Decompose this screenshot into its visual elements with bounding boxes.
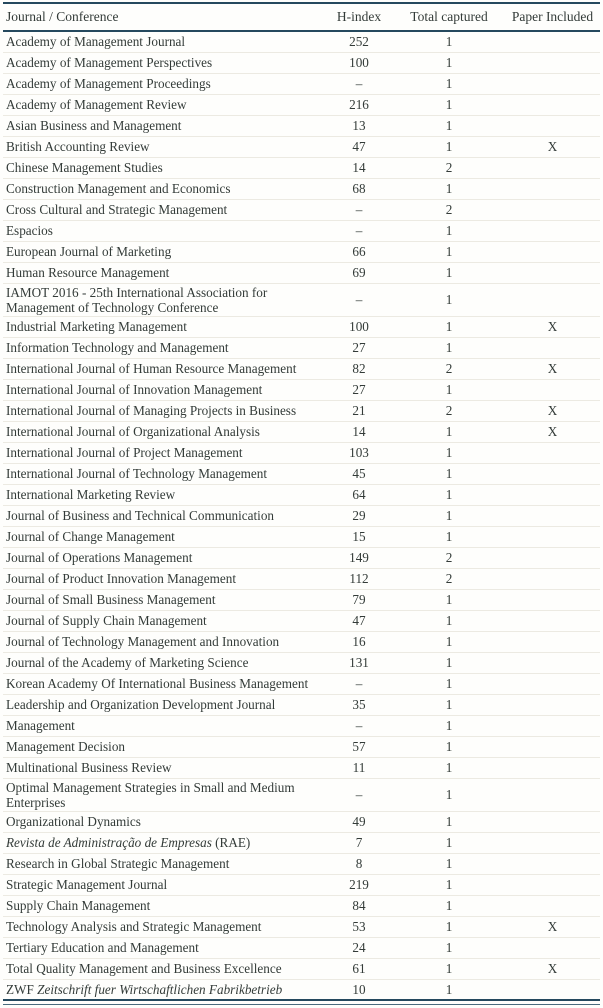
journal-name: Journal of Technology Management and Innovation: [6, 634, 280, 649]
journal-cell: [3, 241, 325, 262]
paper-included-cell: [505, 505, 600, 526]
total-captured-cell: 1: [393, 589, 505, 610]
total-captured-cell: 1: [393, 778, 505, 811]
total-captured-cell: 1: [393, 136, 505, 157]
total-captured-cell: 1: [393, 853, 505, 874]
total-captured-cell: 1: [393, 337, 505, 358]
table-row: [3, 421, 600, 442]
h-index-cell: 27: [325, 379, 393, 400]
table-row: [3, 979, 600, 1000]
h-index-cell: 15: [325, 526, 393, 547]
journal-name-italic: Revista de Administração de Empresas: [6, 835, 212, 850]
total-captured-cell: 2: [393, 400, 505, 421]
table-row: [3, 895, 600, 916]
journal-name: Espacios: [6, 223, 53, 238]
journal-name: Journal of Business and Technical Communication: [6, 508, 275, 523]
total-captured-cell: 1: [393, 484, 505, 505]
total-captured-cell: 2: [393, 568, 505, 589]
table-row: [3, 358, 600, 379]
journal-name: International Journal of Innovation Management: [6, 382, 263, 397]
paper-included-cell: X: [505, 316, 600, 337]
total-captured-cell: 1: [393, 178, 505, 199]
journal-cell: [3, 979, 325, 1000]
h-index-cell: 84: [325, 895, 393, 916]
paper-included-cell: [505, 736, 600, 757]
journal-name: Academy of Management Review: [6, 97, 187, 112]
paper-included-cell: X: [505, 916, 600, 937]
h-index-cell: 47: [325, 136, 393, 157]
table-row: [3, 757, 600, 778]
table-row: [3, 505, 600, 526]
total-captured-cell: 1: [393, 52, 505, 73]
table-row: [3, 631, 600, 652]
h-index-cell: 149: [325, 547, 393, 568]
h-index-cell: 79: [325, 589, 393, 610]
total-captured-cell: 1: [393, 631, 505, 652]
total-captured-cell: 2: [393, 547, 505, 568]
table-header: [3, 3, 600, 31]
paper-included-cell: [505, 895, 600, 916]
table-row: [3, 31, 600, 52]
paper-included-cell: [505, 115, 600, 136]
table-row: [3, 811, 600, 832]
total-captured-cell: 1: [393, 73, 505, 94]
journal-cell: [3, 220, 325, 241]
table-row: [3, 673, 600, 694]
table-row: [3, 463, 600, 484]
paper-included-cell: [505, 52, 600, 73]
journal-cell: [3, 937, 325, 958]
journal-cell: [3, 31, 325, 52]
h-index-cell: 11: [325, 757, 393, 778]
journal-cell: [3, 958, 325, 979]
table-row: [3, 379, 600, 400]
journal-cell: [3, 484, 325, 505]
h-index-cell: 131: [325, 652, 393, 673]
journal-cell: [3, 178, 325, 199]
table-row: [3, 958, 600, 979]
h-index-cell: 49: [325, 811, 393, 832]
h-index-cell: 68: [325, 178, 393, 199]
h-index-cell: –: [325, 673, 393, 694]
table-row: [3, 874, 600, 895]
journal-cell: [3, 283, 325, 316]
paper-included-cell: [505, 631, 600, 652]
journal-name: Academy of Management Journal: [6, 34, 186, 50]
journal-cell: [3, 526, 325, 547]
table-row: [3, 262, 600, 283]
h-index-cell: –: [325, 73, 393, 94]
paper-included-cell: [505, 199, 600, 220]
journal-name: Tertiary Education and Management: [6, 940, 199, 955]
journal-name: Management Decision: [6, 739, 126, 754]
total-captured-cell: 1: [393, 757, 505, 778]
total-captured-cell: 1: [393, 811, 505, 832]
paper-included-cell: X: [505, 400, 600, 421]
paper-included-cell: [505, 31, 600, 52]
journal-name: Journal of Product Innovation Management: [6, 571, 236, 586]
journal-name: Leadership and Organization Development Journal: [6, 697, 276, 712]
total-captured-cell: 1: [393, 262, 505, 283]
table-row: [3, 568, 600, 589]
h-index-cell: 13: [325, 115, 393, 136]
journal-name: Supply Chain Management: [6, 898, 151, 913]
journal-cell: [3, 589, 325, 610]
total-captured-cell: 1: [393, 115, 505, 136]
journal-name: Journal of Change Management: [6, 529, 175, 544]
table-row: [3, 715, 600, 736]
table-row: [3, 484, 600, 505]
h-index-cell: 216: [325, 94, 393, 115]
journal-cell: [3, 547, 325, 568]
paper-included-cell: [505, 283, 600, 316]
journal-cell: [3, 337, 325, 358]
table-row: [3, 178, 600, 199]
table-row: [3, 157, 600, 178]
table-row: [3, 589, 600, 610]
journal-cell: [3, 73, 325, 94]
table-row: [3, 199, 600, 220]
journal-cell: [3, 115, 325, 136]
journal-cell: [3, 442, 325, 463]
total-captured-cell: 1: [393, 241, 505, 262]
total-captured-cell: 1: [393, 463, 505, 484]
journal-name: Industrial Marketing Management: [6, 319, 187, 334]
total-captured-cell: 1: [393, 874, 505, 895]
journal-cell: [3, 358, 325, 379]
total-captured-cell: 1: [393, 673, 505, 694]
total-captured-cell: 1: [393, 916, 505, 937]
h-index-cell: 14: [325, 157, 393, 178]
paper-included-cell: [505, 262, 600, 283]
table-row: [3, 73, 600, 94]
paper-included-cell: X: [505, 136, 600, 157]
journal-name: European Journal of Marketing: [6, 244, 172, 259]
total-captured-cell: 1: [393, 316, 505, 337]
table-row: [3, 241, 600, 262]
h-index-cell: 100: [325, 316, 393, 337]
h-index-cell: 82: [325, 358, 393, 379]
paper-included-cell: [505, 757, 600, 778]
h-index-cell: 10: [352, 981, 366, 997]
journal-cell: [3, 316, 325, 337]
h-index-cell: 112: [325, 568, 393, 589]
journal-name: Asian Business and Management: [6, 118, 182, 133]
journal-cell: [3, 52, 325, 73]
paper-included-cell: [505, 94, 600, 115]
h-index-cell: –: [325, 199, 393, 220]
journal-conference-table: [3, 2, 600, 1001]
bottom-double-rule: [3, 1004, 600, 1005]
journal-name: International Journal of Technology Management: [6, 466, 268, 481]
paper-included-cell: [505, 853, 600, 874]
total-captured-cell: 1: [393, 283, 505, 316]
journal-name: IAMOT 2016 - 25th International Association for Management of Technology Conference: [6, 284, 268, 315]
paper-included-cell: [505, 610, 600, 631]
paper-included-cell: X: [505, 958, 600, 979]
table-row: [3, 52, 600, 73]
journal-cell: [3, 631, 325, 652]
total-captured-cell: 2: [393, 199, 505, 220]
paper-included-cell: [505, 832, 600, 853]
h-index-cell: 61: [325, 958, 393, 979]
journal-cell: [3, 568, 325, 589]
total-captured-cell: 1: [393, 31, 505, 52]
total-captured-cell: 1: [393, 94, 505, 115]
h-index-cell: 100: [325, 52, 393, 73]
h-index-cell: 21: [325, 400, 393, 421]
paper-included-cell: [505, 220, 600, 241]
total-captured-cell: 1: [393, 442, 505, 463]
table-row: [3, 94, 600, 115]
h-index-cell: 69: [325, 262, 393, 283]
paper-included-cell: [505, 73, 600, 94]
table-row: [3, 652, 600, 673]
h-index-cell: 7: [325, 832, 393, 853]
table-row: [3, 736, 600, 757]
table-row: [3, 937, 600, 958]
total-captured-cell: 1: [393, 652, 505, 673]
journal-name: (RAE): [211, 835, 251, 850]
paper-included-cell: [505, 484, 600, 505]
table-row: [3, 115, 600, 136]
h-index-cell: 8: [325, 853, 393, 874]
journal-cell: [3, 832, 325, 853]
paper-included-cell: [505, 463, 600, 484]
journal-name: Journal of Small Business Management: [6, 592, 216, 607]
table-row: [3, 832, 600, 853]
paper-included-cell: [505, 715, 600, 736]
h-index-cell: 47: [325, 610, 393, 631]
journal-name: Organizational Dynamics: [6, 814, 141, 829]
journal-name: Human Resource Management: [6, 265, 170, 280]
h-index-cell: –: [325, 778, 393, 811]
h-index-cell: 14: [325, 421, 393, 442]
journal-name: Multinational Business Review: [6, 760, 172, 775]
journal-name: British Accounting Review: [6, 139, 150, 154]
h-index-cell: –: [325, 283, 393, 316]
total-captured-cell: 1: [393, 421, 505, 442]
h-index-cell: 45: [325, 463, 393, 484]
journal-cell: [3, 778, 325, 811]
journal-name: International Journal of Project Management: [6, 445, 243, 460]
journal-name: Academy of Management Proceedings: [6, 76, 211, 91]
paper-included-cell: [505, 526, 600, 547]
journal-cell: [3, 757, 325, 778]
journal-cell: [3, 811, 325, 832]
journal-name: Chinese Management Studies: [6, 160, 163, 175]
journal-cell: [3, 421, 325, 442]
total-captured-cell: 1: [393, 895, 505, 916]
table-row: [3, 400, 600, 421]
paper-included-cell: [505, 178, 600, 199]
journal-name-italic: Zeitschrift fuer Wirtschaftlichen Fabrikbetrieb: [37, 981, 283, 997]
table-row: [3, 778, 600, 811]
h-index-cell: 219: [325, 874, 393, 895]
table-row: [3, 547, 600, 568]
h-index-cell: 24: [325, 937, 393, 958]
journal-cell: [3, 136, 325, 157]
journal-cell: [3, 199, 325, 220]
journal-name: Cross Cultural and Strategic Management: [6, 202, 228, 217]
table-row: [3, 610, 600, 631]
journal-cell: [3, 715, 325, 736]
h-index-cell: 16: [325, 631, 393, 652]
journal-name: Academy of Management Perspectives: [6, 55, 213, 70]
journal-name: Journal of Operations Management: [6, 550, 193, 565]
h-index-cell: 103: [325, 442, 393, 463]
h-index-cell: 27: [325, 337, 393, 358]
h-index-cell: 29: [325, 505, 393, 526]
total-captured-cell: 1: [445, 981, 453, 997]
h-index-cell: 252: [325, 31, 393, 52]
paper-included-cell: [505, 778, 600, 811]
paper-included-cell: [505, 157, 600, 178]
paper-included-cell: [505, 673, 600, 694]
paper-included-cell: [505, 874, 600, 895]
journal-cell: [3, 874, 325, 895]
journal-cell: [3, 463, 325, 484]
column-header-h-index: H-index: [325, 3, 393, 31]
journal-name: Korean Academy Of International Business Management: [6, 676, 309, 691]
column-header-total-captured: Total captured: [393, 3, 505, 31]
paper-included-cell: [505, 379, 600, 400]
journal-name: International Journal of Human Resource Management: [6, 361, 297, 376]
paper-included-cell: [505, 337, 600, 358]
journal-name: International Journal of Organizational Analysis: [6, 424, 260, 439]
total-captured-cell: 1: [393, 505, 505, 526]
paper-included-cell: X: [505, 421, 600, 442]
total-captured-cell: 1: [393, 526, 505, 547]
journal-cell: [3, 916, 325, 937]
h-index-cell: 35: [325, 694, 393, 715]
column-header-journal-conference: Journal / Conference: [3, 3, 325, 31]
total-captured-cell: 1: [393, 379, 505, 400]
table-row: [3, 283, 600, 316]
table-row: [3, 853, 600, 874]
journal-cell: [3, 736, 325, 757]
journal-cell: [3, 652, 325, 673]
journal-cell: [3, 379, 325, 400]
total-captured-cell: 2: [393, 157, 505, 178]
table-row: [3, 136, 600, 157]
paper-included-cell: [505, 241, 600, 262]
journal-name: Research in Global Strategic Management: [6, 856, 230, 871]
table-row: [3, 442, 600, 463]
h-index-cell: 66: [325, 241, 393, 262]
total-captured-cell: 1: [393, 610, 505, 631]
table-body: [3, 31, 600, 1000]
paper-included-cell: [505, 979, 600, 1000]
total-captured-cell: 1: [393, 937, 505, 958]
journal-name: Technology Analysis and Strategic Management: [6, 919, 262, 934]
journal-cell: [3, 400, 325, 421]
journal-cell: [3, 262, 325, 283]
paper-included-cell: [505, 811, 600, 832]
paper-included-cell: [505, 589, 600, 610]
journal-name: Journal of Supply Chain Management: [6, 613, 207, 628]
total-captured-cell: 1: [393, 958, 505, 979]
journal-name: International Marketing Review: [6, 487, 176, 502]
paper-included-cell: [505, 694, 600, 715]
journal-name: Construction Management and Economics: [6, 181, 231, 196]
journal-cell: [3, 895, 325, 916]
h-index-cell: 57: [325, 736, 393, 757]
journal-cell: [3, 853, 325, 874]
total-captured-cell: 1: [393, 715, 505, 736]
column-header-paper-included: Paper Included: [505, 3, 600, 31]
paper-included-cell: [505, 442, 600, 463]
h-index-cell: –: [325, 715, 393, 736]
total-captured-cell: 1: [393, 694, 505, 715]
total-captured-cell: 2: [393, 358, 505, 379]
total-captured-cell: 1: [393, 736, 505, 757]
journal-cell: [3, 94, 325, 115]
h-index-cell: 53: [325, 916, 393, 937]
total-captured-cell: 1: [393, 832, 505, 853]
journal-cell: [3, 694, 325, 715]
journal-name: Optimal Management Strategies in Small and Medium Enterprises: [6, 779, 295, 810]
journal-name: Strategic Management Journal: [6, 877, 168, 892]
table-row: [3, 694, 600, 715]
table-row: [3, 526, 600, 547]
paper-included-cell: [505, 547, 600, 568]
journal-name: Total Quality Management and Business Excellence: [6, 961, 282, 976]
journal-cell: [3, 673, 325, 694]
h-index-cell: –: [325, 220, 393, 241]
table-row: [3, 916, 600, 937]
journal-name: Information Technology and Management: [6, 340, 229, 355]
header-row: [3, 3, 600, 31]
journal-cell: [3, 505, 325, 526]
h-index-cell: 64: [325, 484, 393, 505]
journal-name: Management: [6, 718, 75, 733]
table-row: [3, 337, 600, 358]
paper-included-cell: [505, 568, 600, 589]
journal-name: International Journal of Managing Projects in Business: [6, 403, 297, 418]
journal-name: ZWF: [6, 981, 38, 997]
paper-included-cell: [505, 937, 600, 958]
table-row: [3, 220, 600, 241]
table-row: [3, 316, 600, 337]
journal-cell: [3, 157, 325, 178]
total-captured-cell: 1: [393, 220, 505, 241]
journal-name: Journal of the Academy of Marketing Science: [6, 655, 249, 670]
paper-included-cell: X: [505, 358, 600, 379]
journal-cell: [3, 610, 325, 631]
paper-included-cell: [505, 652, 600, 673]
